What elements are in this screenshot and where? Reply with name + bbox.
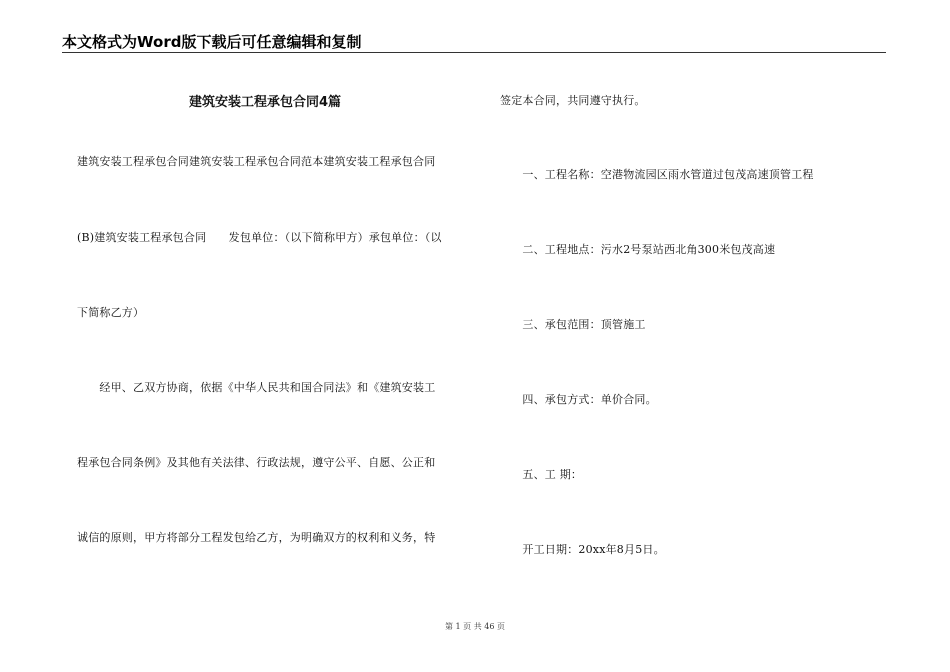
paragraph-line: 经甲、乙双方协商，依据《中华人民共和国合同法》和《建筑安装工: [77, 381, 436, 394]
paragraph-line: 下简称乙方）: [77, 306, 145, 319]
document-title: 建筑安装工程承包合同4篇: [188, 95, 342, 110]
paragraph-line: (B)建筑安装工程承包合同 发包单位：（以下简称甲方）承包单位：（以: [77, 231, 442, 244]
page-indicator: 第 1 页 共 46 页: [445, 622, 505, 631]
paragraph-line: 程承包合同条例》及其他有关法律、行政法规，遵守公平、自愿、公正和: [77, 456, 436, 469]
paragraph-line: 签定本合同，共同遵守执行。: [500, 94, 646, 107]
clause-project-location: 二、工程地点：污水2号泵站西北角300米包茂高速: [500, 243, 776, 256]
clause-project-name: 一、工程名称：空港物流园区雨水管道过包茂高速顶管工程: [500, 168, 814, 181]
paragraph-line: 建筑安装工程承包合同建筑安装工程承包合同范本建筑安装工程承包合同: [77, 155, 436, 168]
clause-contract-scope: 三、承包范围：顶管施工: [500, 318, 646, 331]
clause-contract-method: 四、承包方式：单价合同。: [500, 393, 657, 406]
header-divider: [62, 52, 886, 53]
clause-duration: 五、工 期：: [500, 468, 583, 481]
clause-start-date: 开工日期：20xx年8月5日。: [500, 543, 665, 556]
header-banner: 本文格式为Word版下载后可任意编辑和复制: [62, 33, 362, 51]
paragraph-line: 诚信的原则，甲方将部分工程发包给乙方，为明确双方的权利和义务，特: [77, 531, 436, 544]
